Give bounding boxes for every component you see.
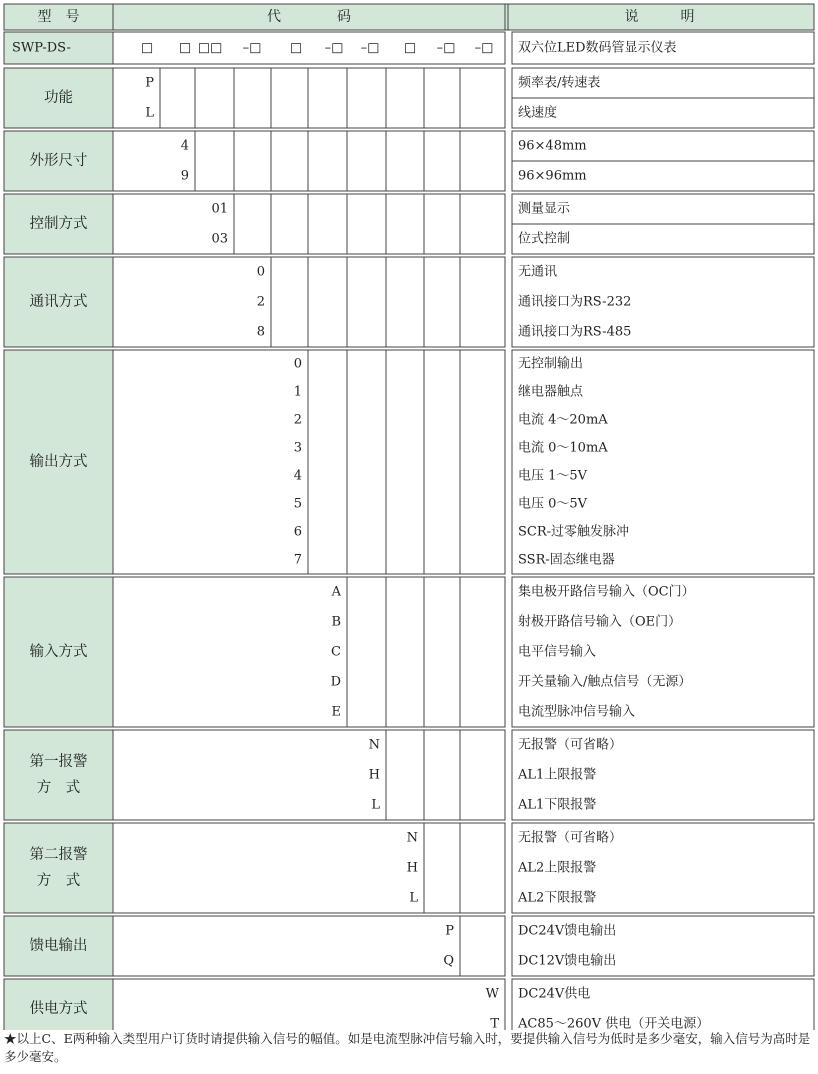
option-desc: AL2下限报警: [518, 890, 597, 906]
option-code: 6: [293, 524, 302, 540]
option-code: 8: [256, 324, 265, 340]
group-name: 功能: [44, 90, 73, 106]
model-desc: 双六位LED数码管显示仪表: [518, 40, 677, 56]
option-desc: 通讯接口为RS-232: [518, 294, 632, 310]
group-name: 方 式: [36, 873, 81, 889]
group-name: 方 式: [36, 780, 81, 796]
option-desc: 频率表/转速表: [518, 75, 601, 91]
option-code: Q: [443, 953, 454, 969]
option-desc: 集电极开路信号输入（OC门）: [518, 584, 695, 600]
option-desc: 无控制输出: [518, 356, 584, 372]
option-code: 03: [211, 231, 228, 247]
option-code: 01: [211, 201, 228, 217]
option-desc: DC12V馈电输出: [518, 953, 617, 969]
option-desc: 电平信号输入: [518, 644, 597, 660]
code-token: □: [289, 40, 303, 56]
option-code: W: [485, 986, 499, 1002]
group-code-area: [113, 979, 505, 1030]
option-code: T: [490, 1016, 499, 1030]
group-name: 输入方式: [29, 644, 88, 660]
option-desc: DC24V供电: [518, 986, 591, 1002]
option-desc: 电流 0～10mA: [518, 440, 608, 456]
footnote: ★以上C、E两种输入类型用户订货时请提供输入信号的幅值。如是电流型脉冲信号输入时，要提供输入信号为低时是多少毫安，输入信号为高时是多少毫安。: [4, 1031, 811, 1064]
code-token: –□: [436, 40, 456, 56]
option-desc: 继电器触点: [518, 384, 584, 400]
option-code: H: [406, 860, 418, 876]
code-token: –□: [324, 40, 344, 56]
option-code: E: [331, 704, 341, 720]
code-token: –□: [360, 40, 380, 56]
code-token: □: [140, 40, 154, 56]
option-desc: AL1上限报警: [518, 767, 597, 783]
group-name: 供电方式: [29, 1001, 88, 1017]
option-desc: DC24V馈电输出: [518, 923, 617, 939]
option-code: A: [331, 584, 341, 600]
option-desc: 电压 0～5V: [518, 496, 588, 512]
group-code-area: [113, 823, 505, 913]
option-code: P: [145, 75, 154, 91]
option-code: N: [406, 830, 418, 846]
option-desc: 电流型脉冲信号输入: [518, 704, 636, 720]
option-code: D: [330, 674, 341, 690]
option-desc: AC85～260V 供电（开关电源）: [518, 1016, 710, 1030]
model-name: SWP-DS-: [12, 40, 71, 56]
group-name: 第二报警: [29, 847, 88, 863]
option-code: H: [368, 767, 380, 783]
option-desc: 测量显示: [518, 201, 571, 217]
option-code: B: [331, 614, 341, 630]
option-code: 5: [293, 496, 302, 512]
option-code: N: [368, 737, 380, 753]
code-token: –□: [474, 40, 494, 56]
code-token: □: [403, 40, 417, 56]
option-code: C: [331, 644, 341, 660]
option-code: 3: [293, 440, 302, 456]
option-code: 0: [256, 264, 265, 280]
option-code: 2: [293, 412, 302, 428]
option-code: 4: [180, 138, 189, 154]
option-desc: AL2上限报警: [518, 860, 597, 876]
option-desc: SCR-过零触发脉冲: [518, 524, 630, 540]
option-desc: 通讯接口为RS-485: [518, 324, 632, 340]
option-desc: 无报警（可省略）: [518, 830, 623, 846]
group-name-cell: [4, 730, 113, 820]
option-code: P: [445, 923, 454, 939]
group-name: 输出方式: [29, 454, 88, 470]
option-code: 9: [180, 168, 189, 184]
code-token: –□: [242, 40, 262, 56]
option-desc: 线速度: [518, 105, 558, 121]
option-desc: 96×96mm: [518, 168, 587, 184]
option-desc: 位式控制: [518, 231, 571, 247]
group-name-cell: [4, 823, 113, 913]
header-model: 型 号: [37, 9, 80, 25]
option-desc: 开关量输入/触点信号（无源）: [518, 674, 692, 690]
header-desc: 说 明: [624, 9, 695, 25]
group-name: 外形尺寸: [29, 153, 88, 169]
option-code: L: [145, 105, 154, 121]
group-code-area: [113, 577, 505, 727]
option-code: L: [409, 890, 418, 906]
option-code: 0: [293, 356, 302, 372]
group-name: 馈电输出: [29, 938, 88, 954]
code-token: □: [178, 40, 192, 56]
option-desc: AL1下限报警: [518, 797, 597, 813]
option-desc: 射极开路信号输入（OE门）: [518, 614, 682, 630]
group-code-area: [113, 131, 505, 191]
group-code-area: [113, 730, 505, 820]
option-code: 7: [293, 552, 302, 568]
option-code: 1: [293, 384, 302, 400]
group-name: 通讯方式: [29, 294, 88, 310]
option-code: 4: [293, 468, 302, 484]
group-code-area: [113, 194, 505, 254]
option-desc: 无通讯: [518, 264, 558, 280]
header-code: 代 码: [267, 9, 351, 25]
group-code-area: [113, 68, 505, 128]
option-desc: 96×48mm: [518, 138, 587, 154]
option-desc: 无报警（可省略）: [518, 737, 623, 753]
group-name: 控制方式: [29, 216, 88, 232]
code-token: □□: [197, 40, 223, 56]
option-desc: 电流 4～20mA: [518, 412, 608, 428]
option-desc: 电压 1～5V: [518, 468, 588, 484]
group-code-area: [113, 350, 505, 574]
option-code: 2: [256, 294, 265, 310]
group-name: 第一报警: [29, 754, 88, 770]
group-code-area: [113, 257, 505, 347]
option-desc: SSR-固态继电器: [518, 552, 615, 568]
option-code: L: [371, 797, 380, 813]
